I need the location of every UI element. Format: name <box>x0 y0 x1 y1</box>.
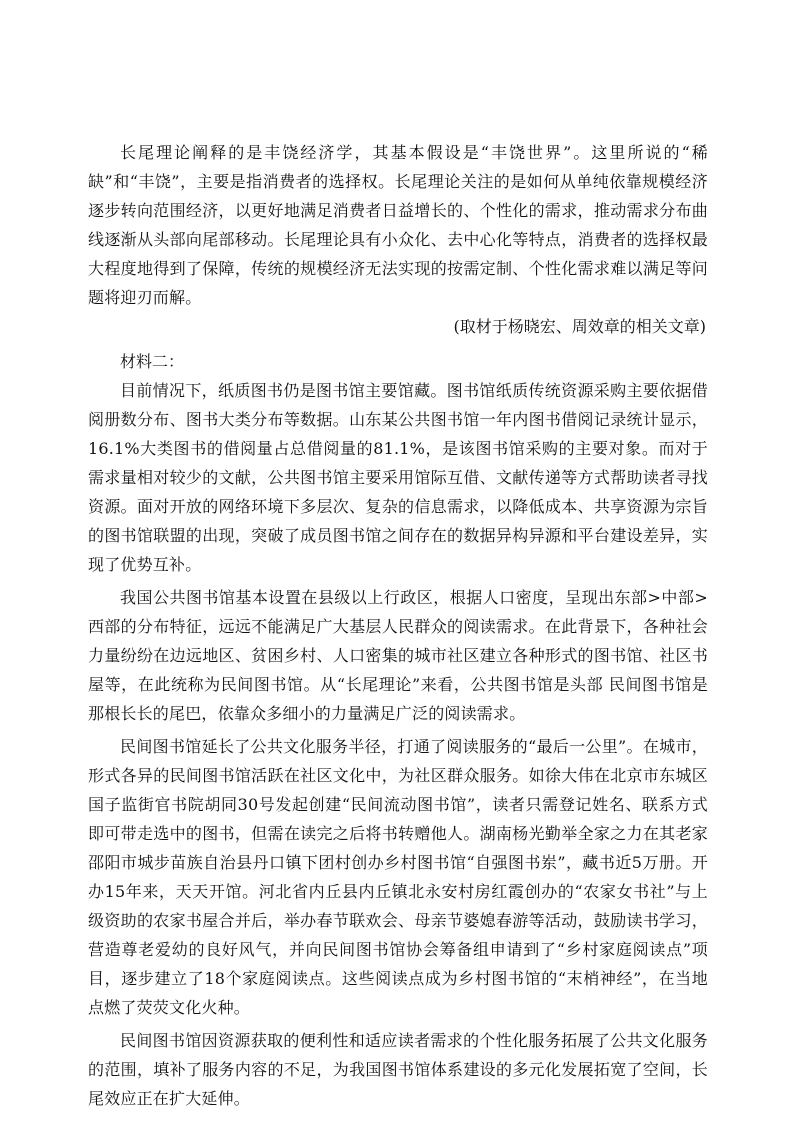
paragraph-folk-library-examples: 民间图书馆延长了公共文化服务半径，打通了阅读服务的“最后一公里”。在城市，形式各异的民间图书馆活跃在社区文化中，为社区群众服务。如徐大伟在北京市东城区国子监街官书院胡同30号发起创建“民间流动图书馆”，读者只需登记姓名、联系方式即可带走选中的图书，但需在读完之后将书转赠他人。湖南杨光勤举全家之力在其老家邵阳市城步苗族自治县丹口镇下团村创办乡村图书馆“自强图书岽”，藏书近5万册。开办15年来，天天开馆。河北省内丘县内丘镇北永安村房红霞创办的“农家女书社”与上级资助的农家书屋合并后，举办春节联欢会、母亲节婆媳春游等活动，鼓励读书学习，营造尊老爱幼的良好风气，并向民间图书馆协会筹备组申请到了“乡村家庭阅读点”项目，逐步建立了18个家庭阅读点。这些阅读点成为乡村图书馆的“末梢神经”，在当地点燃了荧荧文化火种。 <box>88 737 708 1017</box>
document-body <box>88 138 708 1113</box>
paragraph-long-tail-theory: 长尾理论阐释的是丰饶经济学，其基本假设是“丰饶世界”。这里所说的“稀缺”和“丰饶”，主要是指消费者的选择权。长尾理论关注的是如何从单纯依靠规模经济逐步转向范围经济，以更好地满足消费者日益增长的、个性化的需求，推动需求分布曲线逐渐从头部向尾部移动。长尾理论具有小众化、去中心化等特点，消费者的选择权最大程度地得到了保障，传统的规模经济无法实现的按需定制、个性化需求难以满足等问题将迎刃而解。 <box>88 143 708 307</box>
paragraph-long-tail-effect: 民间图书馆因资源获取的便利性和适应读者需求的个性化服务拓展了公共文化服务的范围，填补了服务内容的不足，为我国图书馆体系建设的多元化发展拓宽了空间，长尾效应正在扩大延伸。 <box>88 1031 708 1108</box>
paragraph-paper-books: 目前情况下，纸质图书仍是图书馆主要馆藏。图书馆纸质传统资源采购主要依据借阅册数分布、图书大类分布等数据。山东某公共图书馆一年内图书借阅记录统计显示，16.1%大类图书的借阅量占总借阅量的81.1%，是该图书馆采购的主要对象。而对于需求量相对较少的文献，公共图书馆主要采用馆际互借、文献传递等方式帮助读者寻找资源。面对开放的网络环境下多层次、复杂的信息需求，以降低成本、共享资源为宗旨的图书馆联盟的出现，突破了成员图书馆之间存在的数据异构异源和平台建设差异，实现了优势互补。 <box>88 381 708 574</box>
paragraph-public-library-distribution: 我国公共图书馆基本设置在县级以上行政区，根据人口密度，呈现出东部>中部>西部的分布特征，远远不能满足广大基层人民群众的阅读需求。在此背景下，各种社会力量纷纷在边远地区、贫困乡村、人口密集的城市社区建立各种形式的图书馆、社区书屋等，在此统称为民间图书馆。从“长尾理论”来看，公共图书馆是头部 民间图书馆是那根长长的尾巴，依靠众多细小的力量满足广泛的阅读需求。 <box>88 588 708 723</box>
section-label: 材料二： <box>120 352 185 371</box>
source-note: (取材于杨晓宏、周效章的相关文章) <box>453 317 706 336</box>
